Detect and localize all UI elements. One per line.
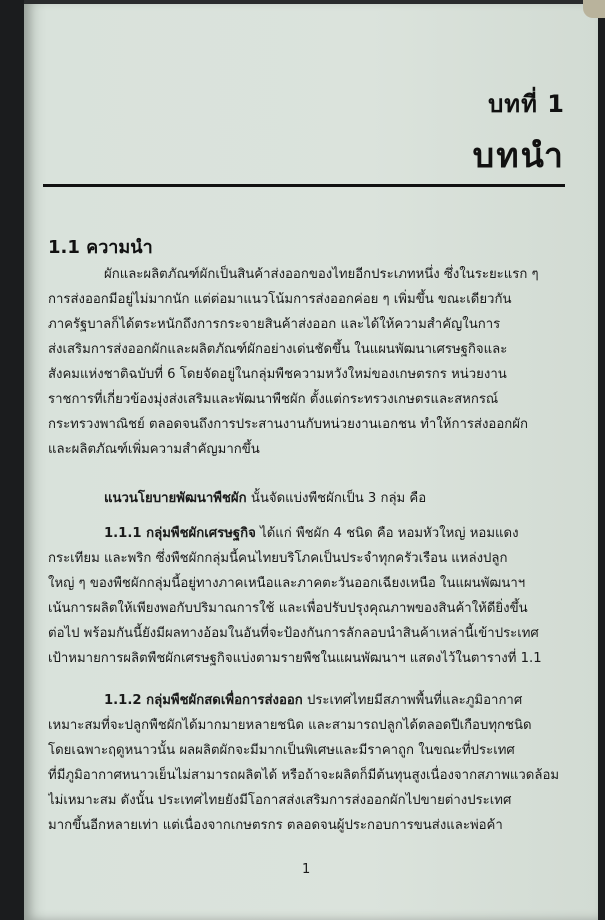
title-divider bbox=[43, 184, 565, 187]
paragraph-line: ต่อไป พร้อมกันนี้ยังมีผลทางอ้อมในอันที่จะป้องกันการลักลอบนำสินค้าเหล่านี้เข้าประเทศ bbox=[48, 626, 539, 641]
policy-heading: แนวนโยบายพัฒนาพืชผัก bbox=[104, 491, 247, 506]
subsection-heading: 1.1.2 กลุ่มพืชผักสดเพื่อการส่งออก bbox=[104, 693, 303, 708]
subsection-heading: 1.1.1 กลุ่มพืชผักเศรษฐกิจ bbox=[104, 526, 256, 541]
page-corner bbox=[583, 0, 605, 18]
chapter-number: บทที่ 1 bbox=[488, 90, 565, 118]
paragraph-line: ที่มีภูมิอากาศหนาวเย็นไม่สามารถผลิตได้ หรือถ้าจะผลิตก็มีต้นทุนสูงเนื่องจากสภาพแวดล้อม bbox=[48, 768, 560, 783]
section-heading: 1.1 ความนำ bbox=[48, 237, 153, 258]
paragraph-line bbox=[48, 688, 568, 713]
page-number: 1 bbox=[302, 862, 311, 877]
paragraph-line: โดยเฉพาะฤดูหนาวนั้น ผลผลิตผักจะมีมากเป็นพิเศษและมีราคาถูก ในขณะที่ประเทศ bbox=[48, 743, 515, 758]
chapter-title: บทนำ bbox=[472, 136, 565, 176]
policy-paragraph bbox=[48, 486, 568, 511]
intro-paragraph bbox=[48, 262, 568, 462]
paragraph-line: เหมาะสมที่จะปลูกพืชผักได้มากมายหลายชนิด และสามารถปลูกได้ตลอดปีเกือบทุกชนิด bbox=[48, 718, 532, 733]
paragraph-line: และผลิตภัณฑ์เพิ่มความสำคัญมากขึ้น bbox=[48, 442, 260, 457]
paragraph-line: เน้นการผลิตให้เพียงพอกับปริมาณการใช้ และเพื่อปรับปรุงคุณภาพของสินค้าให้ดียิ่งขึ้น bbox=[48, 601, 528, 616]
paragraph-line bbox=[48, 486, 568, 511]
paragraph-line: ผักและผลิตภัณฑ์ผักเป็นสินค้าส่งออกของไทยอีกประเภทหนึ่ง ซึ่งในระยะแรก ๆ bbox=[104, 267, 539, 282]
paragraph-line: ส่งเสริมการส่งออกผักและผลิตภัณฑ์ผักอย่างเด่นชัดขึ้น ในแผนพัฒนาเศรษฐกิจและ bbox=[48, 342, 508, 357]
paragraph-line: การส่งออกมีอยู่ไม่มากนัก แต่ต่อมาแนวโน้มการส่งออกค่อย ๆ เพิ่มขึ้น ขณะเดียวกัน bbox=[48, 292, 512, 307]
subsection-text: ประเทศไทยมีสภาพพื้นที่และภูมิอากาศ bbox=[302, 693, 523, 708]
paragraph-line: สังคมแห่งชาติฉบับที่ 6 โดยจัดอยู่ในกลุ่มพืชความหวังใหม่ของเกษตรกร หน่วยงาน bbox=[48, 367, 507, 382]
subsection-1-1-1 bbox=[48, 521, 568, 671]
paragraph-line bbox=[48, 521, 568, 546]
policy-text: นั้นจัดแบ่งพืชผักเป็น 3 กลุ่ม คือ bbox=[246, 491, 427, 506]
paragraph-line: ใหญ่ ๆ ของพืชผักกลุ่มนี้อยู่ทางภาคเหนือและภาคตะวันออกเฉียงเหนือ ในแผนพัฒนาฯ bbox=[48, 576, 526, 591]
paragraph-line: กระเทียม และพริก ซึ่งพืชผักกลุ่มนี้คนไทยบริโภคเป็นประจำทุกครัวเรือน แหล่งปลูก bbox=[48, 551, 508, 566]
paragraph-line: มากขึ้นอีกหลายเท่า แต่เนื่องจากเกษตรกร ตลอดจนผู้ประกอบการขนส่งและพ่อค้า bbox=[48, 818, 503, 833]
paragraph-line: ราชการที่เกี่ยวข้องมุ่งส่งเสริมและพัฒนาพืชผัก ตั้งแต่กระทรวงเกษตรและสหกรณ์ bbox=[48, 392, 499, 407]
page-top-edge bbox=[24, 0, 598, 4]
paragraph-line: เป้าหมายการผลิตพืชผักเศรษฐกิจแบ่งตามรายพืชในแผนพัฒนาฯ แสดงไว้ในตารางที่ 1.1 bbox=[48, 651, 542, 666]
paragraph-line: กระทรวงพาณิชย์ ตลอดจนถึงการประสานงานกับหน่วยงานเอกชน ทำให้การส่งออกผัก bbox=[48, 417, 528, 432]
paragraph-line: ภาครัฐบาลก็ได้ตระหนักถึงการกระจายสินค้าส่งออก และได้ให้ความสำคัญในการ bbox=[48, 317, 501, 332]
paragraph-line: ไม่เหมาะสม ดังนั้น ประเทศไทยยังมีโอกาสส่งเสริมการส่งออกผักไปขายต่างประเทศ bbox=[48, 793, 512, 808]
subsection-1-1-2 bbox=[48, 688, 568, 838]
subsection-text: ได้แก่ พืชผัก 4 ชนิด คือ หอมหัวใหญ่ หอมแดง bbox=[255, 526, 519, 541]
